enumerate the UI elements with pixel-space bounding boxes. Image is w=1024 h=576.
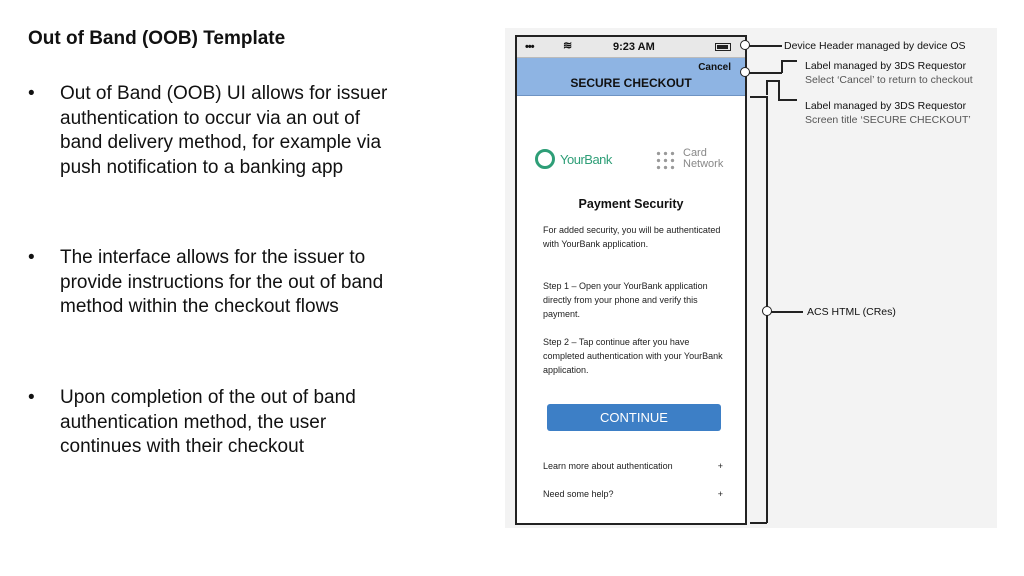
learn-more-label: Learn more about authentication	[543, 461, 673, 471]
step-2-text: Step 2 – Tap continue after you have completed authentication with your YourBank application.	[543, 337, 723, 375]
slide-title: Out of Band (OOB) Template	[28, 28, 286, 49]
connector-device-header	[748, 45, 782, 47]
cancel-button[interactable]: Cancel	[698, 62, 731, 73]
bullet-item	[28, 82, 398, 180]
learn-more-link[interactable]	[543, 461, 723, 471]
device-status-bar	[517, 37, 745, 58]
expand-icon: +	[717, 489, 723, 499]
checkout-header	[517, 58, 745, 96]
status-time: 9:23 AM	[613, 41, 655, 53]
payment-title: Payment Security	[578, 197, 684, 211]
bullet-dot: •	[28, 387, 35, 408]
bullet-text: Upon completion of the out of band authentication method, the user continues with their checkout	[60, 387, 356, 457]
connector-cancel-label	[748, 72, 782, 74]
connector-dot	[740, 40, 750, 50]
phone-mockup	[515, 35, 747, 525]
bullet-dot: •	[28, 83, 35, 104]
acs-bracket	[750, 96, 766, 98]
checkout-title: SECURE CHECKOUT	[570, 76, 692, 90]
card-grid-icon	[655, 150, 677, 170]
card-network-line1: Card	[683, 147, 707, 159]
annotation-device-header: Device Header managed by device OS	[784, 40, 966, 52]
bullet-text: Out of Band (OOB) UI allows for issuer authentication to occur via an out of band delivery method, for example via push notification to a banking app	[60, 83, 388, 178]
connector-dot	[762, 306, 772, 316]
bullet-item	[28, 386, 398, 460]
bullet-text: The interface allows for the issuer to provide instructions for the out of band method within the checkout flows	[60, 247, 384, 317]
wifi-icon: ≋	[563, 40, 573, 52]
bank-name: YourBank	[560, 152, 612, 167]
connector-title-label	[766, 80, 768, 95]
continue-button[interactable]: CONTINUE	[547, 404, 721, 431]
card-network-logo	[655, 148, 735, 172]
battery-icon	[715, 43, 731, 51]
card-network-line2: Network	[683, 158, 724, 170]
need-help-link[interactable]	[543, 489, 723, 499]
need-help-label: Need some help?	[543, 489, 614, 499]
signal-icon: •••	[525, 41, 534, 53]
bullet-item	[28, 246, 398, 320]
bank-ring-icon	[535, 149, 555, 169]
bullet-dot: •	[28, 247, 35, 268]
payment-intro: For added security, you will be authenticated with YourBank application.	[543, 225, 721, 249]
step-1-text: Step 1 – Open your YourBank application directly from your phone and verify this payment.	[543, 281, 708, 319]
connector-dot	[740, 67, 750, 77]
annotation-title-label: Label managed by 3DS Requestor Screen title ‘SECURE CHECKOUT’	[805, 100, 971, 126]
annotation-acs: ACS HTML (CRes)	[807, 306, 896, 318]
annotation-cancel-label: Label managed by 3DS Requestor Select ‘Cancel’ to return to checkout	[805, 60, 973, 86]
expand-icon: +	[717, 461, 723, 471]
